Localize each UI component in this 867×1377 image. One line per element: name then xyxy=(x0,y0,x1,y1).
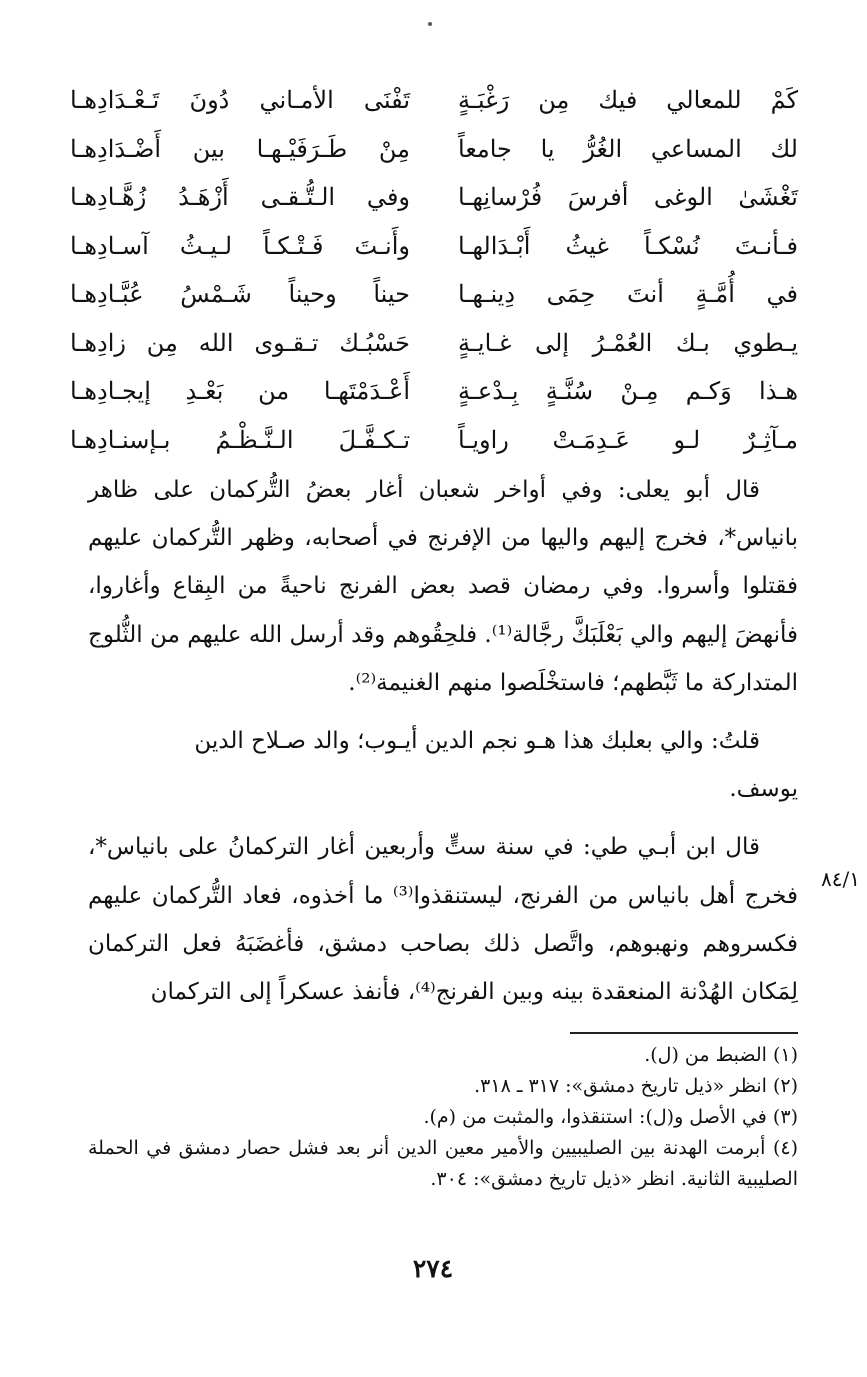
paragraph-abu-yala: قال أبو يعلى: وفي أواخر شعبان أغار بعضُ التُّركمان على ظاهر بانياس*، فخرج إليهم واليها من الإفرنج في أصحابه، وظهر التُّركمان عليهم فقتلوا وأسروا. وفي رمضان قصد بعض الفرنج ناحيةً من البِقاع وأغاروا، فأنهضَ إليهم والي بَعْلَبَكَّ رجَّالة⁽¹⁾. فلحِقُوهم وقد أرسل الله عليهم من الثُّلوج المتداركة ما ثَبَّطهم؛ فاستخْلَصوا منهم الغنيمة⁽²⁾. xyxy=(88,477,799,696)
poem-verse xyxy=(70,367,798,416)
verse-second-hemistich: حيناً وحيناً شَـمْسُ عُبَّـادِهـا xyxy=(70,280,410,309)
verse-first-hemistich: مـآثِـرٌ لـو عَـدِمَـتْ راويـاً xyxy=(458,425,798,454)
poem-verse xyxy=(70,270,798,319)
verse-first-hemistich: هـذا وَكـم مِـنْ سُنَّـةٍ بِـدْعـةٍ xyxy=(458,377,798,406)
verse-second-hemistich: حَسْبُـك تـقـوى الله مِن زادِهـا xyxy=(70,328,410,357)
footnote-4: (٤) أبرمت الهدنة بين الصليبيين والأمير معين الدين أنر بعد فشل حصار دمشق في الحملة الصليبية الثانية. انظر «ذيل تاريخ دمشق»: ٣٠٤. xyxy=(88,1137,798,1190)
poem-verse xyxy=(70,76,798,125)
verse-second-hemistich: تـكـفَّـلَ الـنَّـظْـمُ بـإسنـادِهـا xyxy=(70,425,410,454)
footnote-2: (٢) انظر «ذيل تاريخ دمشق»: ٣١٧ ـ ٣١٨. xyxy=(474,1075,798,1097)
page-number: ٢٧٤ xyxy=(412,1254,454,1283)
poem-block xyxy=(70,76,798,464)
poem-verse xyxy=(70,416,798,465)
verse-first-hemistich: يـطوي بـك العُمْـرُ إلى غـايـةٍ xyxy=(458,328,798,357)
verse-second-hemistich: أَعْـدَمْتَهـا من بَعْـدِ إيجـادِهـا xyxy=(70,377,410,406)
footnote-1: (١) الضبط من (ل). xyxy=(644,1044,798,1066)
paragraph-author-note-text: قلتُ: والي بعلبك هذا هـو نجم الدين أيـوب؛ والد صـلاح الدين xyxy=(194,728,760,755)
verse-second-hemistich: تَفْنَى الأمـاني دُونَ تَـعْـدَادِهـا xyxy=(70,86,410,115)
top-dot-mark xyxy=(428,22,432,26)
prose-block xyxy=(88,466,798,1016)
poem-verse xyxy=(70,222,798,271)
poem-verse xyxy=(70,319,798,368)
verse-first-hemistich: لك المساعي الغُرُّ يا جامعاً xyxy=(458,134,798,163)
verse-first-hemistich: تَغْشَىٰ الوغى أفرسَ فُرْسانِهـا xyxy=(458,183,798,212)
paragraph-author-note xyxy=(88,717,798,813)
verse-first-hemistich: في أُمَّـةٍ أنتَ حِمَى دِينـهـا xyxy=(458,280,798,309)
paragraph-author-note-end: يوسف. xyxy=(729,776,798,803)
poem-verse xyxy=(70,125,798,174)
paragraph-ibn-abi-tayy: قال ابن أبـي طي: في سنة ستٍّ وأربعين أغار التركمانُ على بانياس*، فخرج أهل بانياس من الفرنج، ليستنقذوا⁽³⁾ ما أخذوه، فعاد التُّركمان عليهم فكسروهم ونهبوهم، واتَّصل ذلك بصاحب دمشق، فأغضَبَهُ فعل التركمان لِمَكان الهُدْنة المنعقدة بينه وبين الفرنج⁽⁴⁾، فأنفذ عسكراً إلى التركمان xyxy=(88,834,798,1006)
verse-first-hemistich: كَمْ للمعالي فيك مِن رَغْبَـةٍ xyxy=(458,86,798,115)
verse-second-hemistich: وأَنـتَ فَـتْـكـاً لـيـثُ آسـادِهـا xyxy=(70,231,410,260)
poem-verse xyxy=(70,173,798,222)
verse-second-hemistich: مِنْ طَـرَفَيْـهـا بين أَضْـدَادِهـا xyxy=(70,134,410,163)
verse-second-hemistich: وفي الـتُّـقـى أَزْهَـدُ زُهَّـادِهـا xyxy=(70,183,410,212)
footnote-3: (٣) في الأصل و(ل): استنقذوا، والمثبت من (م). xyxy=(423,1106,798,1128)
footnotes-block xyxy=(88,1040,798,1195)
footnote-separator-rule xyxy=(570,1032,798,1034)
margin-manuscript-reference: ٨٤/١ xyxy=(821,867,860,891)
verse-first-hemistich: فـأنـتَ نُسْكـاً غيثُ أَبْـدَالهـا xyxy=(458,231,798,260)
